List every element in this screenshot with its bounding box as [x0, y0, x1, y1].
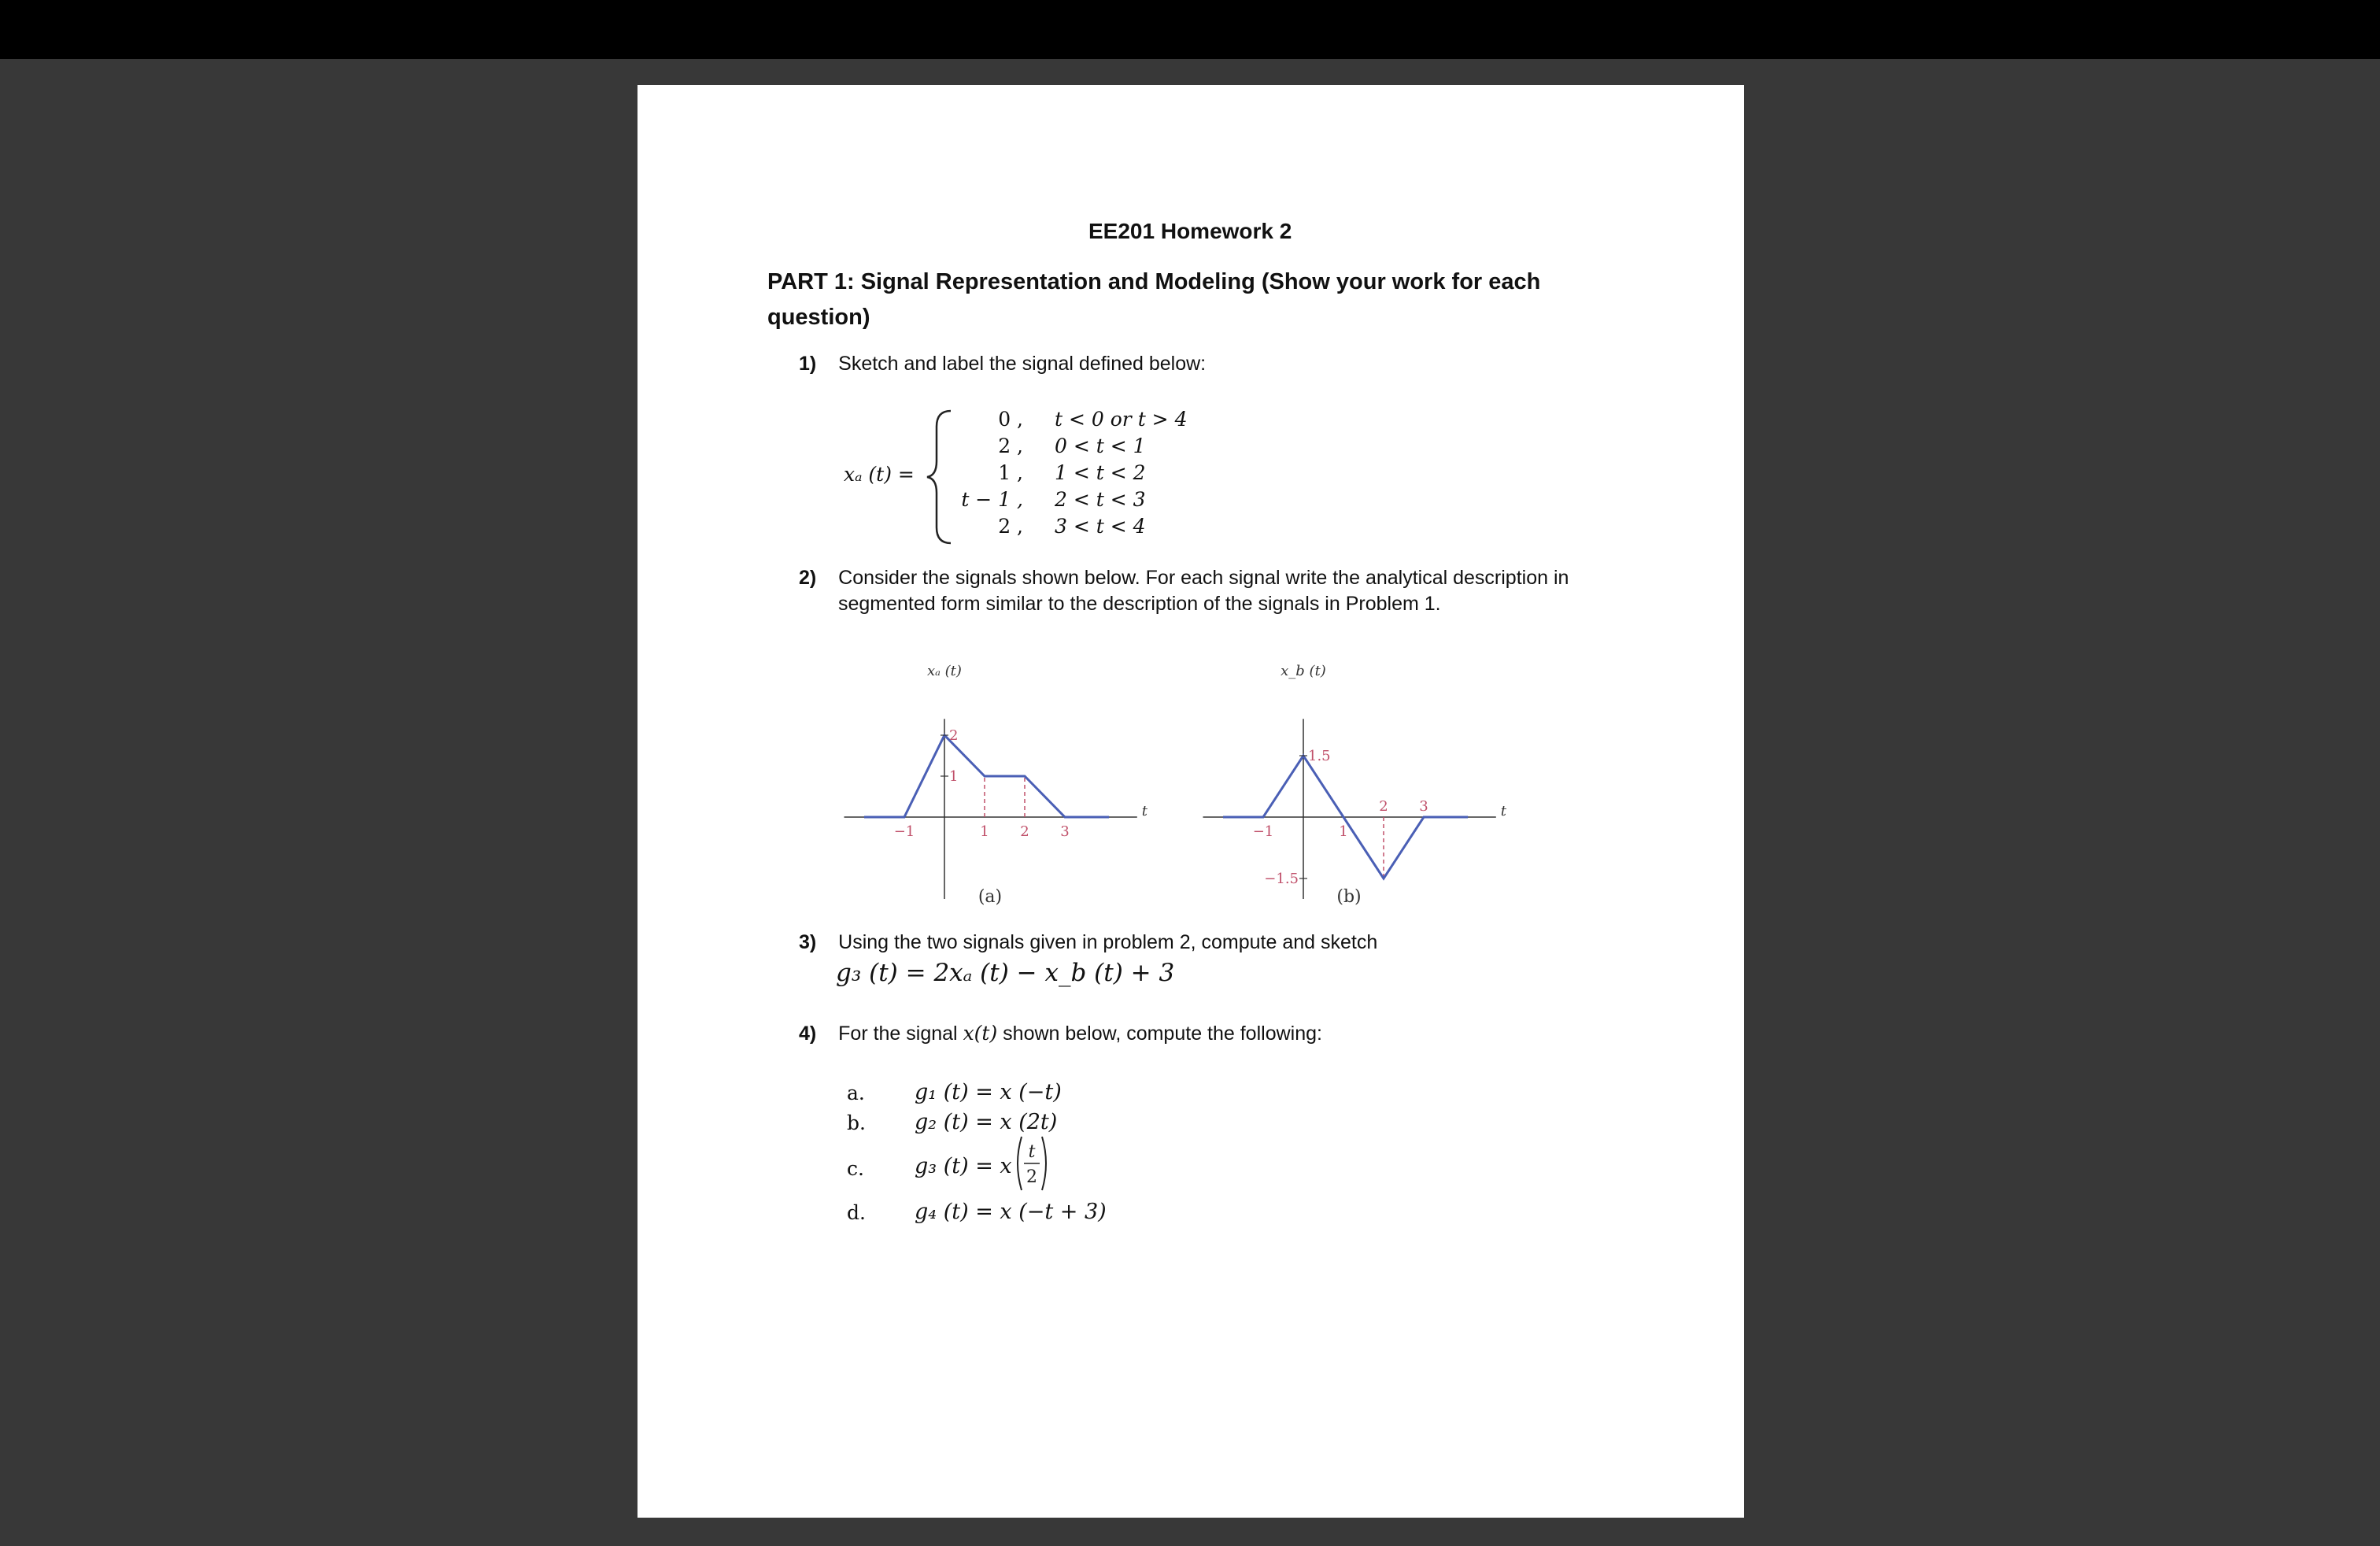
x-tick-label: 2	[1020, 823, 1029, 840]
question-2-line-2: segmented form similar to the description of the signals in Problem 1.	[837, 593, 1441, 615]
piecewise-value: 0 ,	[998, 408, 1023, 431]
y-tick-label: 2	[949, 727, 959, 744]
question-4	[799, 1022, 1322, 1045]
question-3-formula: g₃ (t) = 2xₐ (t) − x_b (t) + 3	[836, 959, 1175, 987]
x-axis-label: t	[1500, 803, 1507, 819]
piecewise-lhs: xₐ (t) =	[844, 463, 915, 486]
piecewise-condition: 2 < t < 3	[1055, 488, 1146, 511]
item-b-letter: b.	[847, 1111, 866, 1134]
item-a-letter: a.	[847, 1082, 865, 1104]
chart-xb	[1201, 652, 1516, 919]
question-3	[799, 931, 1377, 954]
piecewise-condition: t < 0 or t > 4	[1055, 408, 1188, 431]
item-c-letter: c.	[847, 1157, 864, 1180]
piecewise-values	[952, 406, 1023, 540]
item-b-expression: g₂ (t) = x (2t)	[915, 1110, 1058, 1134]
question-1	[799, 353, 1206, 375]
item-c-fraction	[1012, 1132, 1051, 1195]
signal-line	[864, 735, 1109, 817]
question-4-signal: x(t)	[963, 1022, 998, 1045]
question-3-number: 3)	[799, 931, 817, 953]
piecewise-condition: 0 < t < 1	[1055, 435, 1146, 457]
fraction-numerator: t	[1028, 1142, 1036, 1162]
x-tick-label: 1	[1339, 823, 1348, 840]
item-d-expression: g₄ (t) = x (−t + 3)	[915, 1200, 1107, 1224]
document-page	[638, 85, 1744, 1518]
y-tick-label: 1	[949, 768, 959, 785]
question-2	[799, 565, 1569, 617]
part-heading: PART 1: Signal Representation and Modeling (Show your work for each question)	[767, 269, 1541, 330]
question-4-text-before: For the signal	[838, 1023, 963, 1045]
question-2-line-1: Consider the signals shown below. For each signal write the analytical description in	[838, 567, 1569, 589]
piecewise-value: 2 ,	[998, 515, 1023, 538]
piecewise-value: 2 ,	[998, 435, 1023, 457]
document-title: EE201 Homework 2	[1088, 219, 1292, 243]
question-1-number: 1)	[799, 353, 817, 375]
x-tick-label: −1	[893, 823, 915, 840]
x-tick-label: 1	[980, 823, 989, 840]
chart-title: xₐ (t)	[927, 663, 962, 679]
x-tick-label: 3	[1060, 823, 1070, 840]
question-3-text: Using the two signals given in problem 2, compute and sketch	[838, 931, 1378, 953]
item-d-letter: d.	[847, 1201, 866, 1224]
x-tick-label: −1	[1252, 823, 1274, 840]
piecewise-condition: 1 < t < 2	[1055, 461, 1146, 484]
piecewise-value: 1 ,	[998, 461, 1023, 484]
fraction-denominator: 2	[1026, 1167, 1037, 1187]
y-tick-label: 1.5	[1308, 748, 1331, 764]
chart-caption: (a)	[978, 887, 1003, 907]
chart-caption: (b)	[1336, 887, 1362, 907]
question-2-number: 2)	[799, 567, 817, 589]
question-4-number: 4)	[799, 1023, 817, 1045]
item-c-expression: g₃ (t) = x	[915, 1154, 1012, 1178]
x-tick-label: 3	[1419, 798, 1428, 815]
chart-title: x_b (t)	[1281, 663, 1326, 679]
x-tick-label: 2	[1379, 798, 1388, 815]
top-bar	[0, 0, 2380, 59]
piecewise-value: t − 1 ,	[961, 488, 1023, 511]
y-tick-label: −1.5	[1264, 871, 1299, 887]
question-4-text-after: shown below, compute the following:	[997, 1023, 1322, 1045]
piecewise-condition: 3 < t < 4	[1055, 515, 1146, 538]
chart-xa	[842, 652, 1157, 919]
x-axis-label: t	[1141, 803, 1148, 819]
item-a-expression: g₁ (t) = x (−t)	[915, 1080, 1062, 1104]
piecewise-conditions	[1055, 406, 1187, 540]
question-1-text: Sketch and label the signal defined below:	[838, 353, 1207, 375]
